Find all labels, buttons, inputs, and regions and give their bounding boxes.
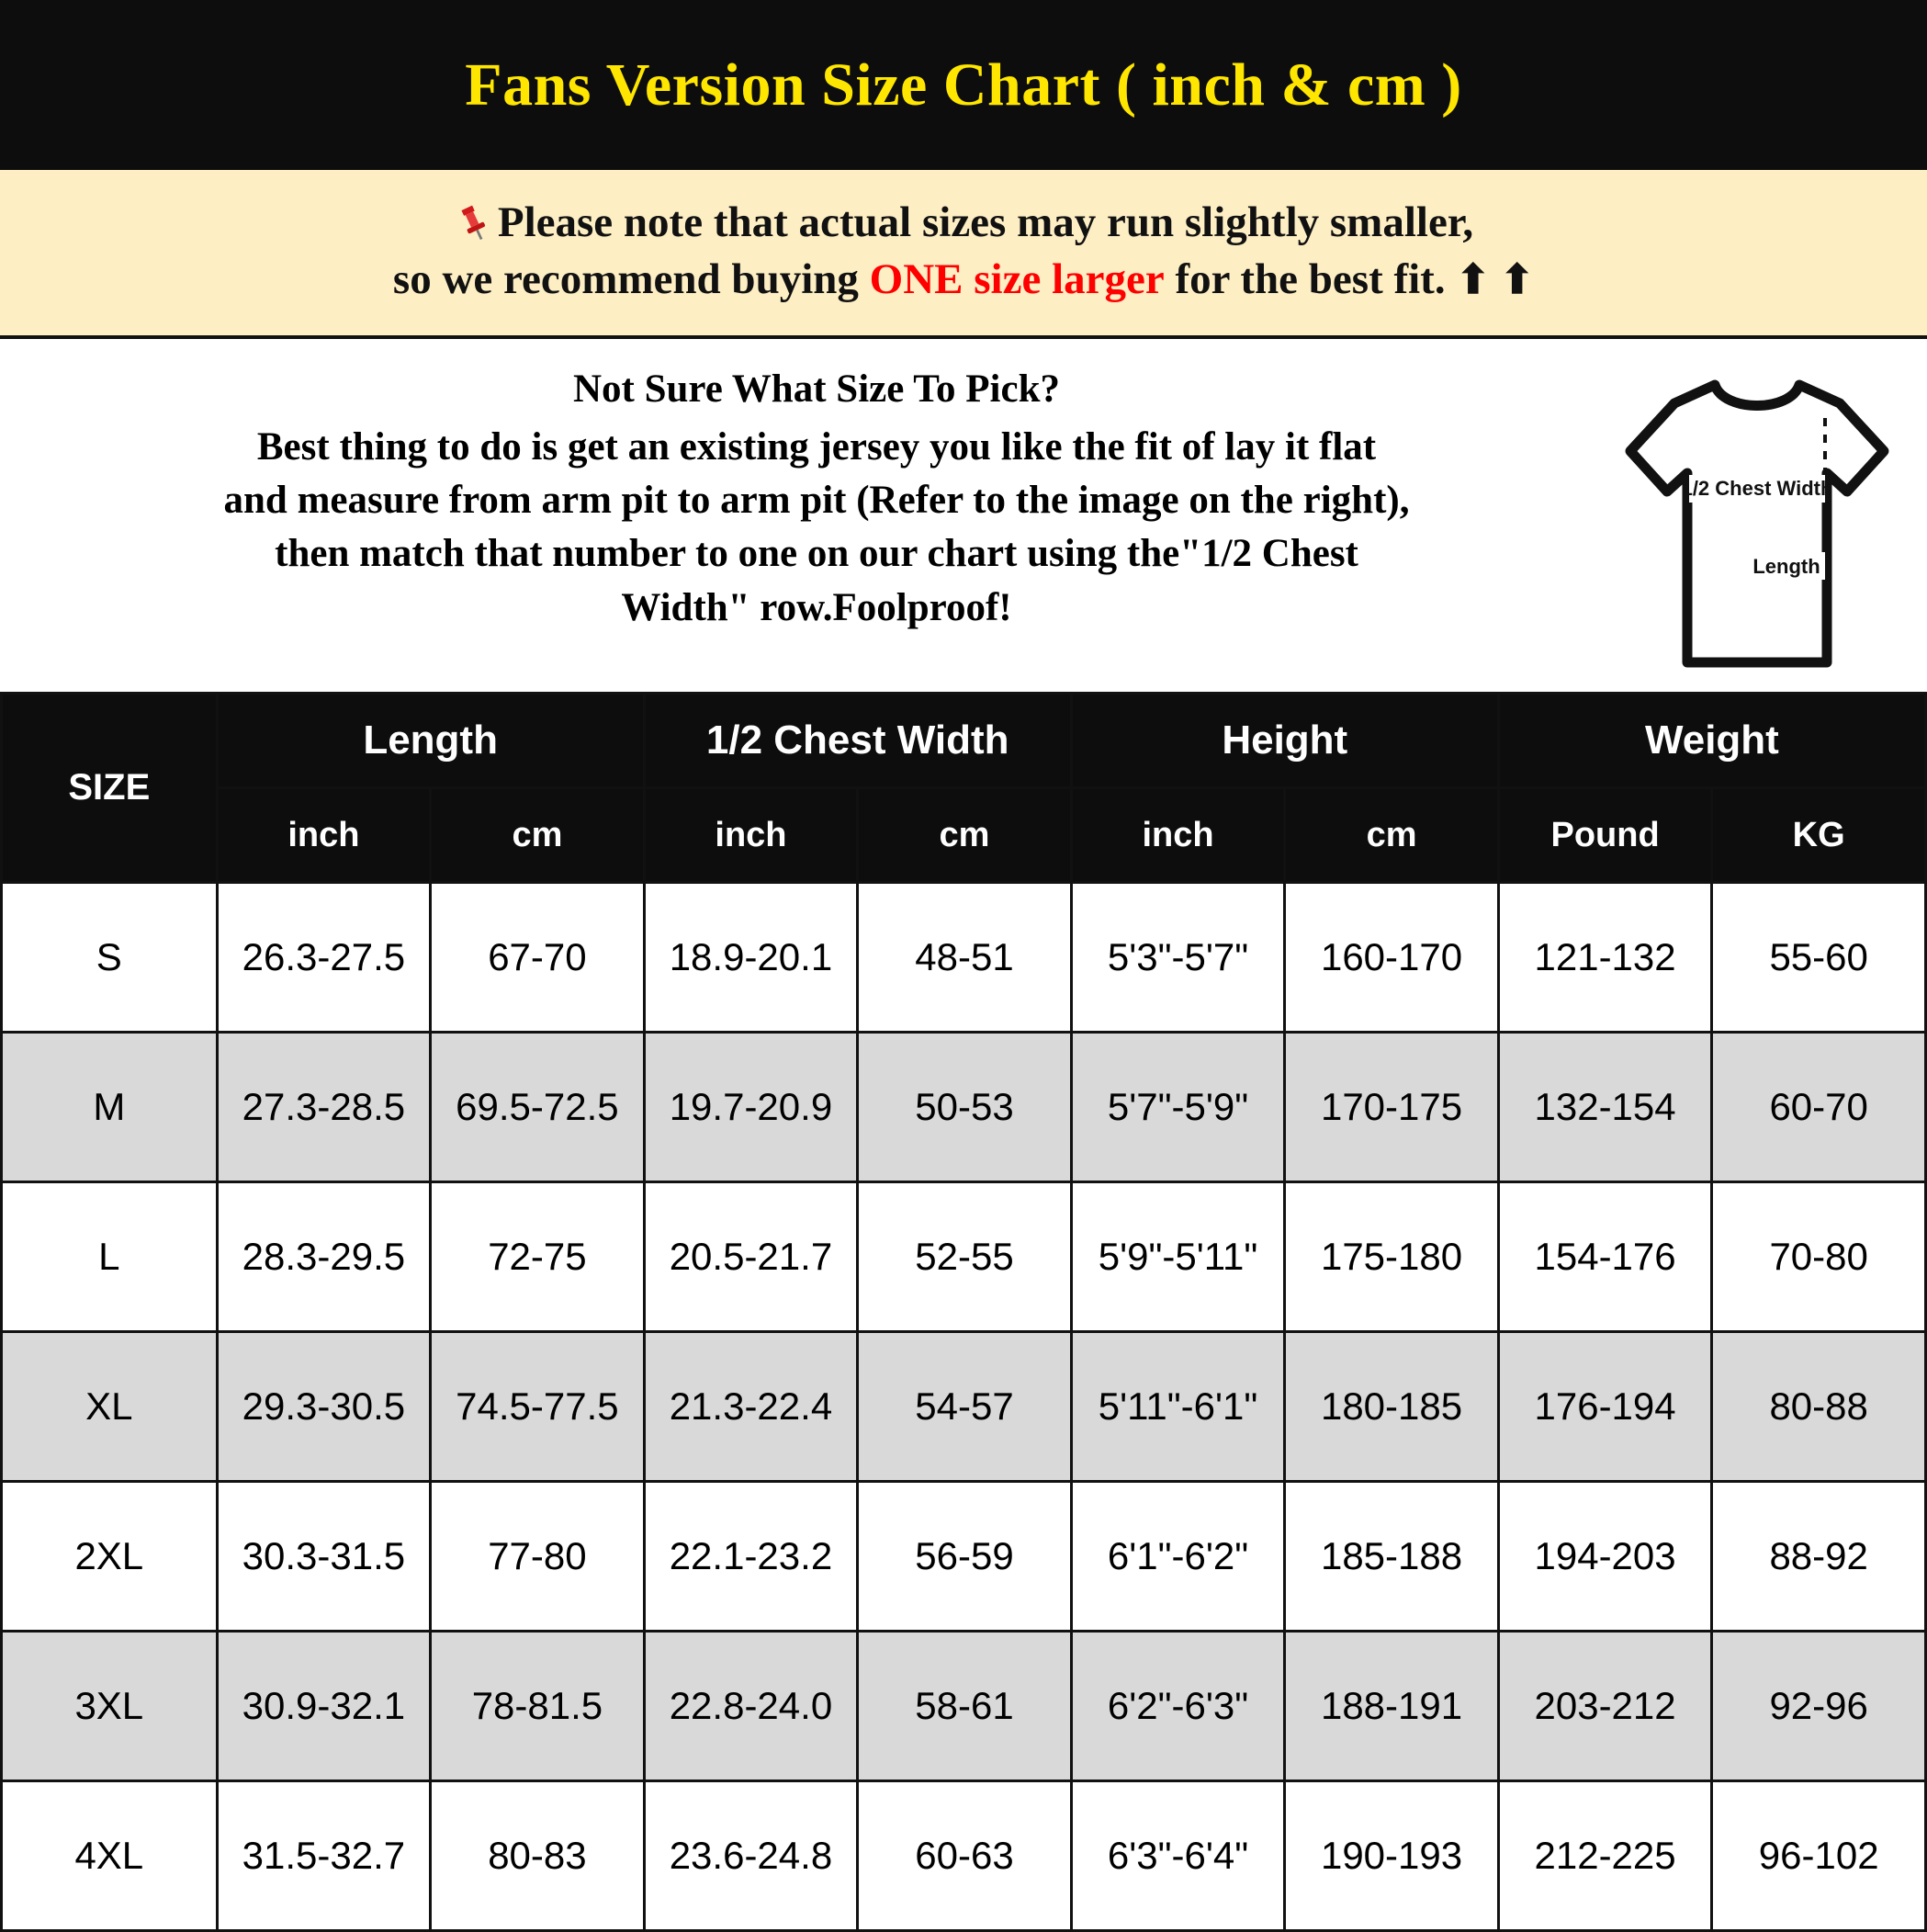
row-size: 2XL	[2, 1482, 218, 1632]
table-row	[2, 1780, 1926, 1930]
cell-weight-pound: 203-212	[1498, 1631, 1712, 1780]
cell-length-inch: 30.9-32.1	[217, 1631, 431, 1780]
row-size: M	[2, 1033, 218, 1182]
header-unit-length-inch: inch	[217, 788, 431, 883]
header-group-weight: Weight	[1498, 694, 1925, 788]
cell-length-cm: 77-80	[431, 1482, 645, 1632]
length-label: Length	[1752, 555, 1820, 579]
cell-length-cm: 78-81.5	[431, 1631, 645, 1780]
cell-height-cm: 175-180	[1285, 1182, 1499, 1332]
cell-length-inch: 27.3-28.5	[217, 1033, 431, 1182]
table-group-header-row	[2, 694, 1926, 788]
cell-height-cm: 188-191	[1285, 1631, 1499, 1780]
tshirt-diagram	[1606, 363, 1909, 675]
pushpin-icon	[454, 201, 494, 242]
cell-length-inch: 31.5-32.7	[217, 1780, 431, 1930]
cell-length-inch: 30.3-31.5	[217, 1482, 431, 1632]
header-unit-chest-cm: cm	[858, 788, 1072, 883]
row-size: 3XL	[2, 1631, 218, 1780]
cell-chest-inch: 23.6-24.8	[644, 1780, 858, 1930]
table-row	[2, 1482, 1926, 1632]
help-text-block	[18, 363, 1606, 635]
cell-height-inch: 5'9"-5'11"	[1071, 1182, 1285, 1332]
help-line-2: and measure from arm pit to arm pit (Refer to the image on the right),	[223, 479, 1410, 522]
cell-length-cm: 72-75	[431, 1182, 645, 1332]
cell-chest-inch: 21.3-22.4	[644, 1332, 858, 1482]
header-group-height: Height	[1071, 694, 1498, 788]
cell-height-inch: 6'3"-6'4"	[1071, 1780, 1285, 1930]
arrow-up-icon: ⬆ ⬆	[1456, 257, 1535, 303]
header-size: SIZE	[2, 694, 218, 883]
help-line-4: Width" row.Foolproof!	[621, 585, 1012, 629]
cell-height-cm: 170-175	[1285, 1033, 1499, 1182]
cell-chest-inch: 18.9-20.1	[644, 883, 858, 1033]
header-unit-weight-pound: Pound	[1498, 788, 1712, 883]
table-row	[2, 883, 1926, 1033]
row-size: L	[2, 1182, 218, 1332]
help-line-3: then match that number to one on our chart using the"1/2 Chest	[275, 532, 1358, 576]
cell-height-cm: 160-170	[1285, 883, 1499, 1033]
cell-height-inch: 6'1"-6'2"	[1071, 1482, 1285, 1632]
help-section	[0, 339, 1927, 692]
header-unit-weight-kg: KG	[1712, 788, 1926, 883]
cell-chest-inch: 22.8-24.0	[644, 1631, 858, 1780]
cell-length-inch: 29.3-30.5	[217, 1332, 431, 1482]
cell-weight-pound: 212-225	[1498, 1780, 1712, 1930]
cell-weight-kg: 96-102	[1712, 1780, 1926, 1930]
table-unit-header-row	[2, 788, 1926, 883]
note-text-2a: so we recommend buying	[392, 255, 870, 304]
header-unit-chest-inch: inch	[644, 788, 858, 883]
cell-weight-pound: 132-154	[1498, 1033, 1712, 1182]
note-text-1: Please note that actual sizes may run slightly smaller,	[497, 198, 1474, 246]
cell-length-cm: 67-70	[431, 883, 645, 1033]
row-size: XL	[2, 1332, 218, 1482]
cell-height-inch: 6'2"-6'3"	[1071, 1631, 1285, 1780]
cell-chest-inch: 19.7-20.9	[644, 1033, 858, 1182]
cell-length-cm: 74.5-77.5	[431, 1332, 645, 1482]
table-row	[2, 1332, 1926, 1482]
cell-chest-cm: 58-61	[858, 1631, 1072, 1780]
row-size: 4XL	[2, 1780, 218, 1930]
row-size: S	[2, 883, 218, 1033]
cell-length-inch: 28.3-29.5	[217, 1182, 431, 1332]
table-row	[2, 1631, 1926, 1780]
table-row	[2, 1182, 1926, 1332]
cell-height-cm: 180-185	[1285, 1332, 1499, 1482]
cell-weight-pound: 154-176	[1498, 1182, 1712, 1332]
cell-weight-pound: 194-203	[1498, 1482, 1712, 1632]
title-banner	[0, 0, 1927, 170]
page-title: Fans Version Size Chart ( inch & cm )	[465, 51, 1462, 119]
header-group-length: Length	[217, 694, 644, 788]
cell-chest-inch: 22.1-23.2	[644, 1482, 858, 1632]
cell-chest-cm: 56-59	[858, 1482, 1072, 1632]
note-emphasis: ONE size larger	[869, 255, 1165, 304]
note-line-2	[18, 251, 1909, 308]
table-row	[2, 1033, 1926, 1182]
cell-length-inch: 26.3-27.5	[217, 883, 431, 1033]
header-unit-height-cm: cm	[1285, 788, 1499, 883]
cell-length-cm: 80-83	[431, 1780, 645, 1930]
cell-chest-cm: 52-55	[858, 1182, 1072, 1332]
help-heading: Not Sure What Size To Pick?	[572, 367, 1060, 412]
header-group-chest: 1/2 Chest Width	[644, 694, 1071, 788]
note-text-2b: for the best fit.	[1164, 255, 1457, 304]
cell-height-cm: 190-193	[1285, 1780, 1499, 1930]
cell-height-cm: 185-188	[1285, 1482, 1499, 1632]
header-unit-height-inch: inch	[1071, 788, 1285, 883]
help-line-1: Best thing to do is get an existing jersey you like the fit of lay it flat	[256, 424, 1377, 469]
note-band	[0, 170, 1927, 339]
size-table	[0, 692, 1927, 1932]
chest-width-label: 1/2 Chest Width	[1681, 477, 1833, 501]
note-line-1	[18, 194, 1909, 251]
cell-height-inch: 5'3"-5'7"	[1071, 883, 1285, 1033]
cell-weight-pound: 176-194	[1498, 1332, 1712, 1482]
cell-height-inch: 5'11"-6'1"	[1071, 1332, 1285, 1482]
cell-chest-cm: 60-63	[858, 1780, 1072, 1930]
cell-weight-kg: 60-70	[1712, 1033, 1926, 1182]
header-unit-length-cm: cm	[431, 788, 645, 883]
cell-weight-kg: 88-92	[1712, 1482, 1926, 1632]
cell-weight-kg: 70-80	[1712, 1182, 1926, 1332]
cell-height-inch: 5'7"-5'9"	[1071, 1033, 1285, 1182]
cell-length-cm: 69.5-72.5	[431, 1033, 645, 1182]
cell-weight-kg: 80-88	[1712, 1332, 1926, 1482]
cell-chest-inch: 20.5-21.7	[644, 1182, 858, 1332]
cell-weight-kg: 92-96	[1712, 1631, 1926, 1780]
cell-weight-pound: 121-132	[1498, 883, 1712, 1033]
cell-weight-kg: 55-60	[1712, 883, 1926, 1033]
cell-chest-cm: 54-57	[858, 1332, 1072, 1482]
cell-chest-cm: 50-53	[858, 1033, 1072, 1182]
cell-chest-cm: 48-51	[858, 883, 1072, 1033]
